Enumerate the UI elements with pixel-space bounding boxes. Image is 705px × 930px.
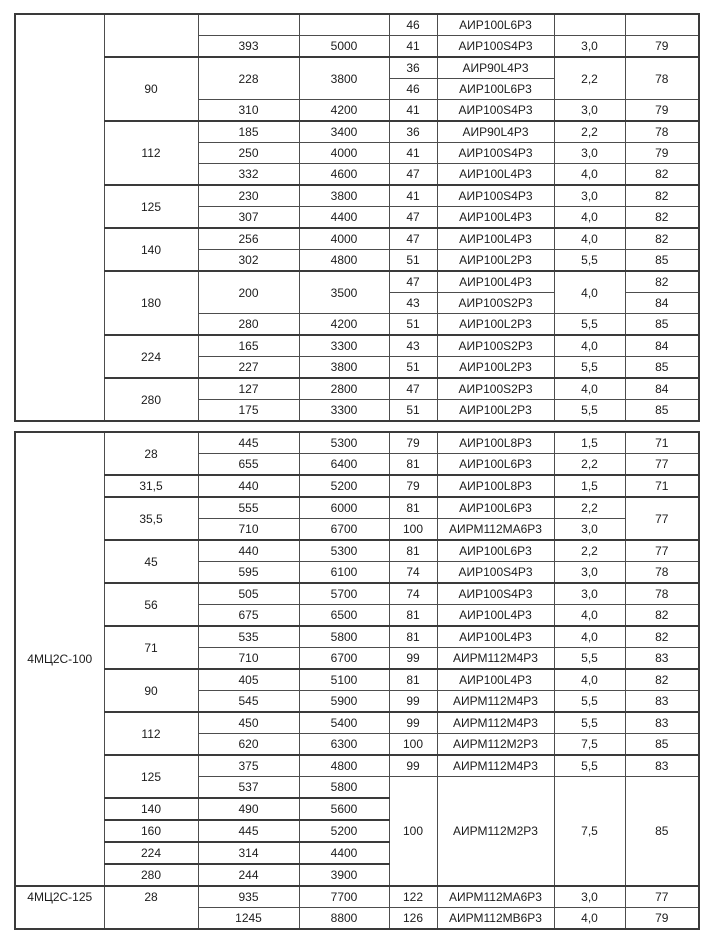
- table-cell: 535: [198, 626, 299, 648]
- table-row: [15, 497, 699, 519]
- table-cell: 5,5: [554, 691, 625, 713]
- table-cell: 280: [104, 864, 198, 886]
- table-cell: 47: [389, 378, 437, 400]
- table-cell: 1,5: [554, 432, 625, 454]
- table-cell: 5900: [299, 691, 389, 713]
- table-cell: 84: [625, 293, 699, 314]
- table-cell: 36: [389, 121, 437, 143]
- empty-cell: [554, 14, 625, 36]
- table-cell: 545: [198, 691, 299, 713]
- table-cell: АИР100S4Р3: [437, 36, 554, 58]
- table-cell: 79: [389, 475, 437, 497]
- table-cell: АИР100L6Р3: [437, 540, 554, 562]
- table-cell: 82: [625, 185, 699, 207]
- table-cell: 5000: [299, 36, 389, 58]
- table-cell: 90: [104, 57, 198, 121]
- table-cell: 332: [198, 164, 299, 186]
- table-cell: 710: [198, 519, 299, 541]
- table-cell: 82: [625, 605, 699, 627]
- table-cell: 5300: [299, 432, 389, 454]
- table-row: [15, 475, 699, 497]
- table-cell: 79: [389, 432, 437, 454]
- table-cell: 81: [389, 454, 437, 476]
- table-cell: 78: [625, 121, 699, 143]
- table-cell: 280: [198, 314, 299, 336]
- table-cell: 655: [198, 454, 299, 476]
- table-cell: 81: [389, 540, 437, 562]
- table-cell: 77: [625, 886, 699, 908]
- table-cell: 41: [389, 100, 437, 122]
- table-cell: 140: [104, 228, 198, 271]
- table-cell: 4,0: [554, 669, 625, 691]
- table-row: [15, 228, 699, 250]
- table-cell: 82: [625, 207, 699, 229]
- table-cell: 3500: [299, 271, 389, 314]
- table-cell: 4,0: [554, 605, 625, 627]
- table-cell: 4,0: [554, 626, 625, 648]
- table-row: [15, 378, 699, 400]
- table-cell: 445: [198, 432, 299, 454]
- table-cell: АИР90L4Р3: [437, 121, 554, 143]
- table-cell: 4800: [299, 755, 389, 777]
- table-cell: 140: [104, 798, 198, 820]
- table-cell: 160: [104, 820, 198, 842]
- table-cell: 4МЦ2С-125: [15, 886, 104, 929]
- table-cell: 90: [104, 669, 198, 712]
- table-cell: 85: [625, 314, 699, 336]
- table-cell: 45: [104, 540, 198, 583]
- table-cell: 440: [198, 475, 299, 497]
- table-cell: 82: [625, 271, 699, 293]
- table-cell: АИРМ112М4Р3: [437, 648, 554, 670]
- table-cell: 4,0: [554, 228, 625, 250]
- table-cell: 5,5: [554, 712, 625, 734]
- table-cell: АИР100L2Р3: [437, 400, 554, 422]
- table-cell: АИРМ112М4Р3: [437, 691, 554, 713]
- table-cell: АИР100L2Р3: [437, 250, 554, 272]
- table-cell: АИР100L8Р3: [437, 432, 554, 454]
- table-cell: 5,5: [554, 400, 625, 422]
- table-cell: 78: [625, 57, 699, 100]
- table-cell: АИР100L4Р3: [437, 228, 554, 250]
- table-cell: 122: [389, 886, 437, 908]
- table-cell: АИРМ112МВ6Р3: [437, 908, 554, 930]
- table-cell: 47: [389, 228, 437, 250]
- table-cell: 3800: [299, 185, 389, 207]
- table-cell: АИР100L8Р3: [437, 475, 554, 497]
- table-cell: 83: [625, 648, 699, 670]
- table-row: [15, 335, 699, 357]
- table-cell: 43: [389, 335, 437, 357]
- table-cell: 71: [625, 475, 699, 497]
- table-row: [15, 712, 699, 734]
- table-cell: 4,0: [554, 207, 625, 229]
- table-cell: АИР100S4Р3: [437, 185, 554, 207]
- table-cell: АИР90L4Р3: [437, 57, 554, 79]
- table-cell: 490: [198, 798, 299, 820]
- table-cell: АИР100S2Р3: [437, 293, 554, 314]
- table-cell: 4200: [299, 100, 389, 122]
- table-cell: 2800: [299, 378, 389, 400]
- table-cell: 36: [389, 57, 437, 79]
- table-cell: 83: [625, 712, 699, 734]
- table-cell: 82: [625, 164, 699, 186]
- table-cell: 112: [104, 712, 198, 755]
- table-cell: 228: [198, 57, 299, 100]
- table-cell: 6000: [299, 497, 389, 519]
- table-cell: 8800: [299, 908, 389, 930]
- table-cell: 224: [104, 335, 198, 378]
- table-cell: 6300: [299, 734, 389, 756]
- table-cell: 99: [389, 712, 437, 734]
- table-cell: 85: [625, 777, 699, 887]
- table-cell: 83: [625, 691, 699, 713]
- table-cell: 6700: [299, 519, 389, 541]
- table-cell: АИР100S2Р3: [437, 378, 554, 400]
- table-cell: АИР100L6Р3: [437, 454, 554, 476]
- table-cell: 4,0: [554, 908, 625, 930]
- table-cell: 3,0: [554, 143, 625, 164]
- table-cell: 47: [389, 207, 437, 229]
- table-cell: АИР100L6Р3: [437, 497, 554, 519]
- table-cell: АИР100L4Р3: [437, 626, 554, 648]
- table-cell: 81: [389, 605, 437, 627]
- table-cell: АИР100L4Р3: [437, 207, 554, 229]
- table-cell: 84: [625, 378, 699, 400]
- table-cell: 2,2: [554, 497, 625, 519]
- table-cell: 310: [198, 100, 299, 122]
- table-cell: 125: [104, 185, 198, 228]
- table-cell: 710: [198, 648, 299, 670]
- table-cell: 3300: [299, 335, 389, 357]
- table-cell: 85: [625, 734, 699, 756]
- table-cell: 2,2: [554, 57, 625, 100]
- table-cell: 1245: [198, 908, 299, 930]
- table-cell: 82: [625, 626, 699, 648]
- table-cell: 35,5: [104, 497, 198, 540]
- table-cell: 125: [104, 755, 198, 798]
- table-cell: 41: [389, 143, 437, 164]
- table-cell: 112: [104, 121, 198, 185]
- table-cell: АИР100L4Р3: [437, 164, 554, 186]
- table-cell: 100: [389, 519, 437, 541]
- table-cell: АИР100S4Р3: [437, 100, 554, 122]
- table-cell: 4000: [299, 228, 389, 250]
- table-cell: 620: [198, 734, 299, 756]
- table-cell: 250: [198, 143, 299, 164]
- table-cell: 4000: [299, 143, 389, 164]
- table-cell: 3,0: [554, 519, 625, 541]
- table-cell: 51: [389, 400, 437, 422]
- table-cell: 28: [104, 432, 198, 475]
- table-cell: АИР100L4Р3: [437, 669, 554, 691]
- table-cell: 4,0: [554, 271, 625, 314]
- table-cell: 71: [625, 432, 699, 454]
- table-cell: 82: [625, 669, 699, 691]
- table-cell: 3800: [299, 357, 389, 379]
- table-cell: 79: [625, 36, 699, 58]
- table-cell: 41: [389, 185, 437, 207]
- table-cell: 126: [389, 908, 437, 930]
- table-cell: 127: [198, 378, 299, 400]
- table-row: [15, 14, 699, 36]
- empty-cell: [198, 14, 299, 36]
- table-cell: АИРМ112МА6Р3: [437, 519, 554, 541]
- table-cell: АИР100S4Р3: [437, 583, 554, 605]
- table-cell: 5200: [299, 475, 389, 497]
- table-cell: 445: [198, 820, 299, 842]
- table-cell: АИРМ112МА6Р3: [437, 886, 554, 908]
- table-cell: 5800: [299, 777, 389, 799]
- table-cell: 256: [198, 228, 299, 250]
- table-cell: 3,0: [554, 583, 625, 605]
- table-cell: 244: [198, 864, 299, 886]
- table-cell: 99: [389, 691, 437, 713]
- table-cell: 3,0: [554, 886, 625, 908]
- table-cell: 3,0: [554, 36, 625, 58]
- table-row: [15, 432, 699, 454]
- table-cell: 79: [625, 908, 699, 930]
- table-cell: 3300: [299, 400, 389, 422]
- table-cell: 51: [389, 250, 437, 272]
- table-cell: 935: [198, 886, 299, 908]
- table-cell: 46: [389, 79, 437, 100]
- table-cell: 3,0: [554, 185, 625, 207]
- table-cell: 6100: [299, 562, 389, 584]
- table-cell: АИР100L4Р3: [437, 271, 554, 293]
- table-cell: АИРМ112М2Р3: [437, 777, 554, 887]
- table-cell: 100: [389, 777, 437, 887]
- table-cell: 4200: [299, 314, 389, 336]
- table-cell: 7700: [299, 886, 389, 908]
- table-cell: 5,5: [554, 314, 625, 336]
- table-cell: 185: [198, 121, 299, 143]
- table-cell: 5600: [299, 798, 389, 820]
- table-cell: АИР100L6Р3: [437, 79, 554, 100]
- empty-cell: [15, 14, 104, 421]
- table-cell: АИР100L2Р3: [437, 357, 554, 379]
- table-cell: 71: [104, 626, 198, 669]
- table-row: [15, 121, 699, 143]
- empty-cell: [104, 14, 198, 57]
- table-cell: 51: [389, 357, 437, 379]
- table-cell: 595: [198, 562, 299, 584]
- table-cell: 4МЦ2С-100: [15, 432, 104, 886]
- table-cell: 83: [625, 755, 699, 777]
- table-cell: 3,0: [554, 562, 625, 584]
- table-cell: 2,2: [554, 540, 625, 562]
- table-cell: 314: [198, 842, 299, 864]
- table-cell: 5,5: [554, 648, 625, 670]
- table-cell: 3800: [299, 57, 389, 100]
- table-cell: 84: [625, 335, 699, 357]
- table-cell: 5400: [299, 712, 389, 734]
- table-cell: 302: [198, 250, 299, 272]
- table-cell: 5800: [299, 626, 389, 648]
- table-cell: 6500: [299, 605, 389, 627]
- table-cell: АИРМ112М2Р3: [437, 734, 554, 756]
- spec-table-upper: [14, 13, 700, 422]
- table-cell: 81: [389, 669, 437, 691]
- table-cell: 99: [389, 648, 437, 670]
- empty-cell: [299, 14, 389, 36]
- table-cell: 4,0: [554, 164, 625, 186]
- table-cell: АИРМ112М4Р3: [437, 755, 554, 777]
- table-row: [15, 583, 699, 605]
- table-row: [15, 271, 699, 293]
- table-cell: 5,5: [554, 357, 625, 379]
- table-cell: 78: [625, 562, 699, 584]
- table-cell: 74: [389, 583, 437, 605]
- table-cell: 3,0: [554, 100, 625, 122]
- table-cell: 5100: [299, 669, 389, 691]
- table-cell: 5,5: [554, 755, 625, 777]
- table-cell: 4400: [299, 842, 389, 864]
- table-cell: АИР100L2Р3: [437, 314, 554, 336]
- table-cell: 85: [625, 250, 699, 272]
- table-row: [15, 886, 699, 908]
- table-cell: 47: [389, 271, 437, 293]
- table-cell: 79: [625, 143, 699, 164]
- table-cell: АИР100S4Р3: [437, 562, 554, 584]
- table-cell: 6700: [299, 648, 389, 670]
- table-cell: 100: [389, 734, 437, 756]
- table-cell: 4400: [299, 207, 389, 229]
- table-cell: 7,5: [554, 777, 625, 887]
- table-cell: 47: [389, 164, 437, 186]
- table-cell: 46: [389, 14, 437, 36]
- table-row: [15, 57, 699, 79]
- table-cell: 77: [625, 497, 699, 540]
- table-cell: 165: [198, 335, 299, 357]
- table-cell: 85: [625, 400, 699, 422]
- table-cell: 180: [104, 271, 198, 335]
- table-cell: 3900: [299, 864, 389, 886]
- table-row: [15, 755, 699, 777]
- table-cell: 200: [198, 271, 299, 314]
- table-cell: 77: [625, 454, 699, 476]
- table-cell: 81: [389, 497, 437, 519]
- table-cell: 7,5: [554, 734, 625, 756]
- table-cell: 28: [104, 886, 198, 929]
- table-cell: АИР100S2Р3: [437, 335, 554, 357]
- table-cell: 280: [104, 378, 198, 421]
- table-cell: 99: [389, 755, 437, 777]
- table-row: [15, 626, 699, 648]
- table-cell: 78: [625, 583, 699, 605]
- table-cell: 230: [198, 185, 299, 207]
- table-cell: 51: [389, 314, 437, 336]
- table-cell: 450: [198, 712, 299, 734]
- empty-cell: [625, 14, 699, 36]
- table-cell: 4800: [299, 250, 389, 272]
- table-cell: 2,2: [554, 121, 625, 143]
- table-cell: 79: [625, 100, 699, 122]
- table-cell: АИР100L6Р3: [437, 14, 554, 36]
- table-cell: 3400: [299, 121, 389, 143]
- table-cell: 393: [198, 36, 299, 58]
- table-cell: 5,5: [554, 250, 625, 272]
- table-cell: 505: [198, 583, 299, 605]
- table-cell: 5700: [299, 583, 389, 605]
- table-cell: 555: [198, 497, 299, 519]
- table-cell: 81: [389, 626, 437, 648]
- table-cell: 405: [198, 669, 299, 691]
- table-cell: 6400: [299, 454, 389, 476]
- table-cell: АИРМ112М4Р3: [437, 712, 554, 734]
- table-cell: 224: [104, 842, 198, 864]
- table-cell: 375: [198, 755, 299, 777]
- table-cell: 41: [389, 36, 437, 58]
- table-cell: 537: [198, 777, 299, 799]
- table-cell: 227: [198, 357, 299, 379]
- table-cell: 31,5: [104, 475, 198, 497]
- table-cell: 85: [625, 357, 699, 379]
- table-cell: 175: [198, 400, 299, 422]
- table-cell: АИР100S4Р3: [437, 143, 554, 164]
- table-cell: 5300: [299, 540, 389, 562]
- table-cell: 675: [198, 605, 299, 627]
- table-cell: 43: [389, 293, 437, 314]
- table-cell: 4,0: [554, 335, 625, 357]
- table-cell: 74: [389, 562, 437, 584]
- table-cell: 56: [104, 583, 198, 626]
- table-row: [15, 540, 699, 562]
- table-cell: 77: [625, 540, 699, 562]
- table-cell: 2,2: [554, 454, 625, 476]
- table-cell: 307: [198, 207, 299, 229]
- table-cell: 82: [625, 228, 699, 250]
- table-cell: 1,5: [554, 475, 625, 497]
- table-cell: 4600: [299, 164, 389, 186]
- table-row: [15, 669, 699, 691]
- table-cell: 440: [198, 540, 299, 562]
- spec-table-lower: [14, 431, 700, 930]
- table-cell: 5200: [299, 820, 389, 842]
- table-cell: АИР100L4Р3: [437, 605, 554, 627]
- table-cell: 4,0: [554, 378, 625, 400]
- table-row: [15, 185, 699, 207]
